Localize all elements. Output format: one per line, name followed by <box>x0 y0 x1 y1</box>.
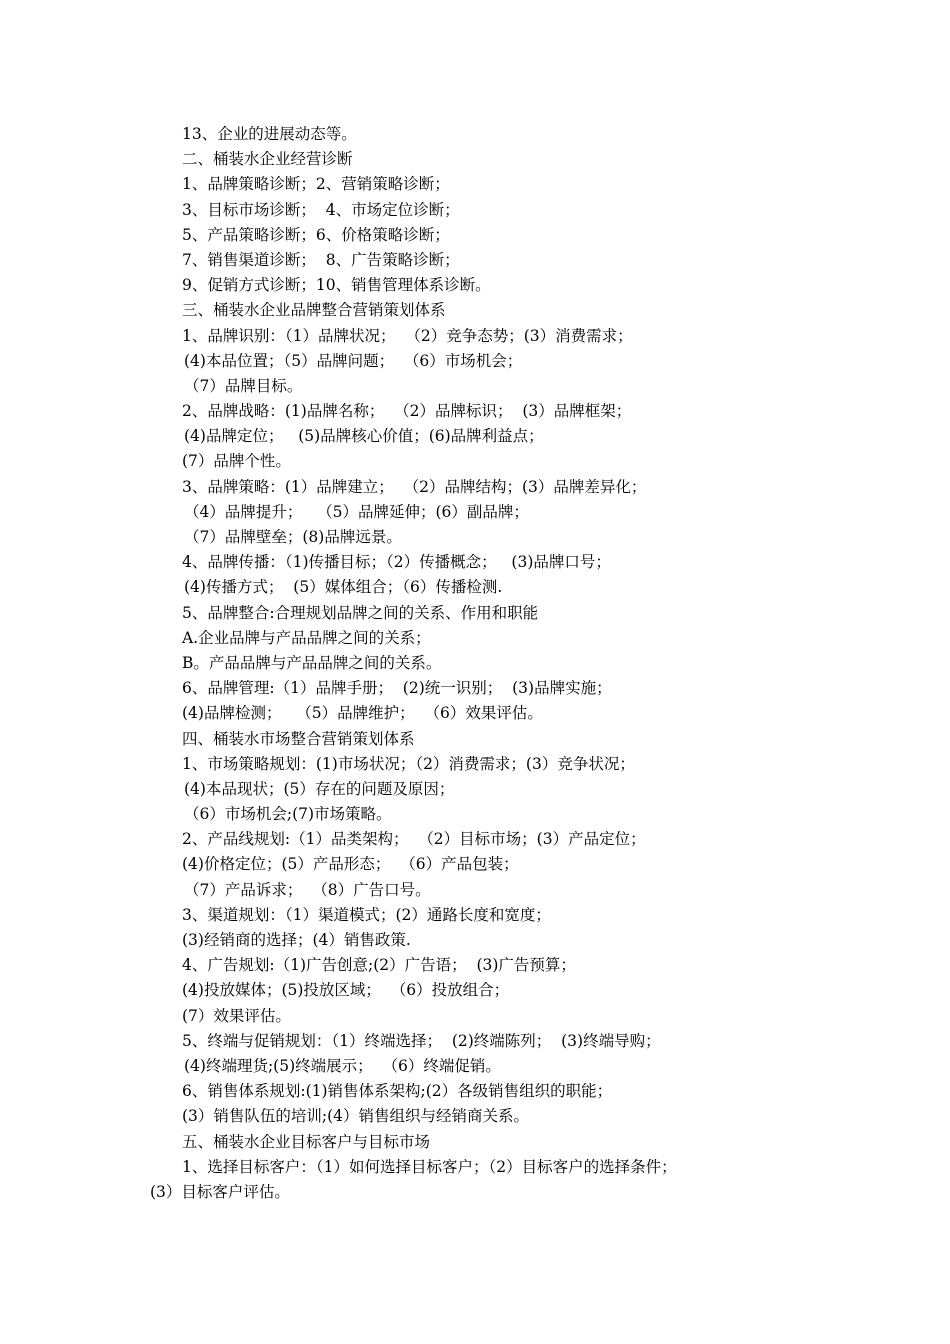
text-line: 1、品牌策略诊断；2、营销策略诊断； <box>182 175 450 194</box>
text-line: (7）效果评估。 <box>182 1006 291 1025</box>
text-line: 3、目标市场诊断； 4、市场定位诊断； <box>182 200 460 219</box>
text-line: (4)终端理货;(5)终端展示； （6）终端促销。 <box>184 1056 501 1075</box>
text-line: A.企业品牌与产品品牌之间的关系； <box>182 628 431 647</box>
text-line: (7）品牌个性。 <box>182 452 291 471</box>
text-line: B。产品品牌与产品品牌之间的关系。 <box>182 653 442 672</box>
text-line: 13、企业的进展动态等。 <box>182 125 357 143</box>
section-heading: 五、桶装水企业目标客户与目标市场 <box>182 1132 431 1151</box>
text-line: （7）产品诉求； （8）广告口号。 <box>184 880 431 899</box>
text-line: (4)品牌检测； （5）品牌维护； （6）效果评估。 <box>182 704 543 723</box>
text-line: 6、销售体系规划:(1)销售体系架构;(2）各级销售组织的职能； <box>182 1082 613 1101</box>
text-line: (4)传播方式； (5）媒体组合；（6）传播检测. <box>184 578 503 597</box>
text-line: （6）市场机会;(7)市场策略。 <box>184 805 392 824</box>
text-line: 9、促销方式诊断；10、销售管理体系诊断。 <box>182 276 491 295</box>
section-heading: 三、桶装水企业品牌整合营销策划体系 <box>182 301 446 320</box>
text-line: 5、终端与促销规划：（1）终端选择； (2)终端陈列； (3)终端导购； <box>182 1031 661 1050</box>
text-line: (4)品牌定位； (5)品牌核心价值；(6)品牌利益点； <box>184 427 544 446</box>
text-line: (4)投放媒体；(5)投放区域； （6）投放组合； <box>182 981 510 1000</box>
text-line: 5、品牌整合:合理规划品牌之间的关系、作用和职能 <box>182 603 539 622</box>
text-line: (4)价格定位；(5）产品形态； （6）产品包装； <box>182 855 519 874</box>
text-line: 1、品牌识别：（1）品牌状况； （2）竞争态势；(3）消费需求； <box>182 326 633 345</box>
text-line: 1、市场策略规划：(1)市场状况；（2）消费需求；(3）竞争状况； <box>182 754 635 773</box>
section-heading: 二、桶装水企业经营诊断 <box>182 150 353 169</box>
text-line: 2、品牌战略：(1)品牌名称； （2）品牌标识； (3）品牌框架； <box>182 402 632 421</box>
text-line: 2、产品线规划:（1）品类架构； （2）目标市场；(3）产品定位； <box>182 830 646 849</box>
text-line: （4）品牌提升； （5）品牌延伸；(6）副品牌； <box>184 502 529 521</box>
text-line: (4)本品现状；(5）存在的问题及原因； <box>184 779 455 798</box>
text-line: 1、选择目标客户：（1）如何选择目标客户；（2）目标客户的选择条件； <box>182 1157 677 1176</box>
section-heading: 四、桶装水市场整合营销策划体系 <box>182 729 415 748</box>
text-line: 6、品牌管理:（1）品牌手册； (2)统一识别； (3)品牌实施； <box>182 679 612 698</box>
document-body <box>150 122 830 1205</box>
text-line: 7、销售渠道诊断； 8、广告策略诊断； <box>182 250 460 269</box>
text-line: 3、渠道规划：（1）渠道模式；(2）通路长度和宽度； <box>182 905 551 924</box>
text-line: 4、广告规划:（1)广告创意;(2）广告语； (3)广告预算； <box>182 956 576 975</box>
text-line: 5、产品策略诊断；6、价格策略诊断； <box>182 225 450 244</box>
text-line: (4)本品位置；（5）品牌问题； （6）市场机会； <box>184 351 523 370</box>
text-line: 4、品牌传播：（1)传播目标；（2）传播概念； (3)品牌口号； <box>182 553 611 572</box>
text-line: 3、品牌策略：(1）品牌建立； （2）品牌结构；(3）品牌差异化； <box>182 477 647 496</box>
text-line: (3）目标客户评估。 <box>150 1182 290 1201</box>
text-line: （7）品牌目标。 <box>184 376 303 395</box>
text-line: (3)经销商的选择；(4）销售政策. <box>182 931 411 949</box>
text-line: （7）品牌壁垒；(8)品牌远景。 <box>184 528 402 546</box>
text-line: (3）销售队伍的培训;(4）销售组织与经销商关系。 <box>182 1107 530 1126</box>
